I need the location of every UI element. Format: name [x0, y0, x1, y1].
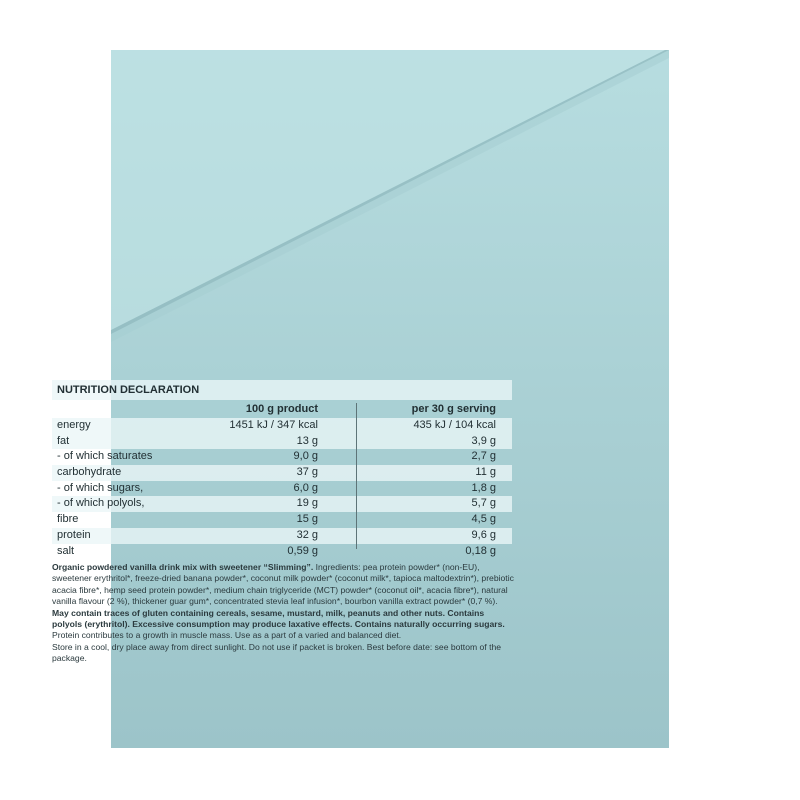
row-value-100g: 6,0 g — [293, 481, 318, 494]
row-label: fat — [57, 434, 70, 447]
table-row — [52, 465, 512, 481]
row-value-serving: 11 g — [475, 466, 496, 479]
table-row — [52, 512, 512, 528]
row-value-serving: 9,6 g — [471, 528, 496, 541]
ingredients-text: Ingredients: pea protein powder* (non-EU), sweetener erythritol*, freeze-dried banana powder*, coconut milk powder* (coconut milk*, tapioca maltodextrin*), prebiotic acacia fibre*, hemp seed protein powder*, medium chain triglyceride (MCT) powder* (coconut oil*, acacia fibre*), natural vanilla flavour (2 %), thickener guar gum*, concentrated stevia leaf infusion*, bourbon vanilla extract powder* (0,7 %). — [52, 562, 514, 607]
allergen-warning-text: May contain traces of gluten containing cereals, sesame, mustard, milk, peanuts and other nuts. Contains polyols (erythritol). Excessive consumption may produce laxative effects. Contains naturally occurring sugars. — [52, 607, 505, 630]
table-row — [52, 449, 512, 465]
claims-text: Protein contributes to a growth in muscle mass. Use as a part of a varied and balanced diet. — [52, 630, 402, 641]
row-value-serving: 3,9 g — [471, 434, 496, 447]
row-value-serving: 2,7 g — [471, 450, 496, 463]
table-row — [52, 418, 512, 434]
row-label: energy — [57, 419, 91, 431]
column-divider — [356, 403, 357, 549]
row-value-serving: 5,7 g — [471, 497, 496, 510]
table-row — [52, 544, 512, 560]
row-value-100g: 32 g — [296, 528, 318, 541]
table-row — [52, 496, 512, 512]
row-label: - of which sugars, — [57, 481, 144, 494]
product-name-text: Organic powdered vanilla drink mix with sweetener “Slimming”. — [52, 562, 314, 572]
nutrition-table — [52, 380, 512, 559]
row-value-serving: 4,5 g — [471, 513, 496, 526]
row-value-serving: 0,18 g — [465, 544, 496, 557]
product-description — [52, 562, 514, 665]
row-value-serving: 1,8 g — [471, 481, 496, 494]
row-value-100g: 15 g — [296, 513, 318, 526]
table-row — [52, 434, 512, 450]
row-value-100g: 1451 kJ / 347 kcal — [229, 419, 318, 431]
row-label: - of which saturates — [57, 450, 153, 463]
row-value-serving: 435 kJ / 104 kcal — [413, 419, 496, 431]
row-label: fibre — [57, 513, 79, 526]
row-value-100g: 0,59 g — [287, 544, 318, 557]
table-row — [52, 528, 512, 544]
row-value-100g: 19 g — [296, 497, 318, 510]
row-label: protein — [57, 528, 91, 541]
row-value-100g: 37 g — [296, 466, 318, 479]
col-100g-header: 100 g product — [245, 403, 318, 415]
row-value-100g: 9,0 g — [293, 450, 318, 463]
row-label: carbohydrate — [57, 466, 122, 479]
table-row — [52, 481, 512, 497]
row-value-100g: 13 g — [296, 434, 318, 447]
nutrition-column-headers — [52, 400, 512, 418]
ingredients-paragraph — [52, 562, 514, 642]
storage-paragraph: Store in a cool, dry place away from direct sunlight. Do not use if packet is broken. Best before date: see bottom of the package. — [52, 641, 502, 664]
row-label: salt — [57, 544, 75, 557]
nutrition-table-title: NUTRITION DECLARATION — [52, 380, 512, 400]
row-label: - of which polyols, — [57, 497, 145, 510]
col-serving-header: per 30 g serving — [411, 403, 496, 415]
